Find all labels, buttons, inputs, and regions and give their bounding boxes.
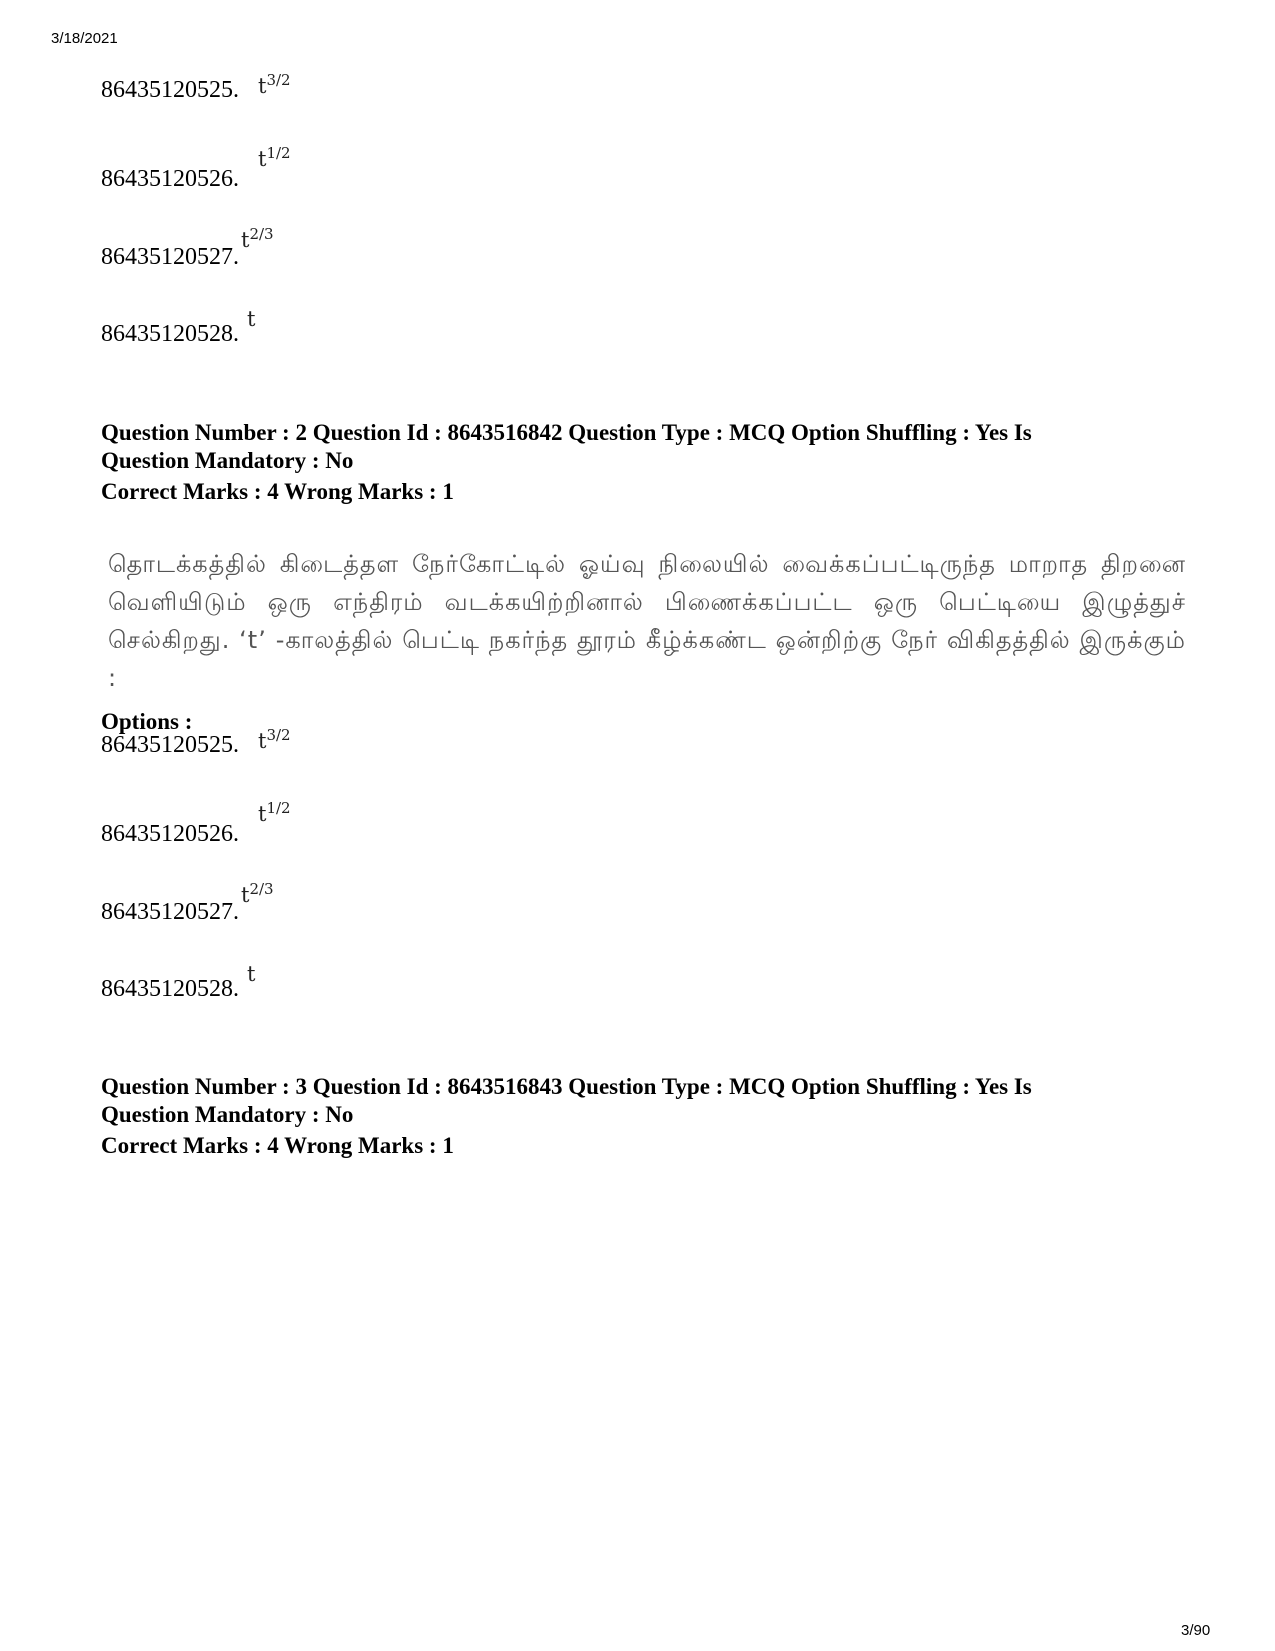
question-2-header-line2: Question Mandatory : No <box>101 448 354 473</box>
prev-option-2-id: 86435120526. <box>101 166 239 192</box>
prev-option-3-formula: $t^{2/3}$ <box>241 225 274 252</box>
q2-option-4-formula: t <box>247 962 256 986</box>
question-2-marks: Correct Marks : 4 Wrong Marks : 1 <box>101 479 454 504</box>
prev-option-1-formula: $t^{3/2}$ <box>258 71 291 98</box>
prev-option-3-id: 86435120527. <box>101 244 239 270</box>
q2-option-1-id: 86435120525. <box>101 732 239 758</box>
prev-option-4-id: 86435120528. <box>101 321 239 347</box>
q2-option-3-id: 86435120527. <box>101 899 239 925</box>
q2-option-2-id: 86435120526. <box>101 821 239 847</box>
question-2-header-line1: Question Number : 2 Question Id : 8643516842 Question Type : MCQ Option Shuffling : Yes Is <box>101 420 1032 445</box>
q2-option-1-formula: $t^{3/2}$ <box>258 726 291 753</box>
print-date: 3/18/2021 <box>51 30 118 47</box>
question-2-header <box>101 419 1161 475</box>
q2-option-2-formula: $t^{1/2}$ <box>258 799 291 826</box>
q2-option-3-formula: $t^{2/3}$ <box>241 880 274 907</box>
question-3-header <box>101 1073 1161 1129</box>
prev-option-2-formula: $t^{1/2}$ <box>258 144 291 171</box>
prev-option-1-id: 86435120525. <box>101 77 239 103</box>
prev-option-4-formula: t <box>247 307 256 331</box>
question-3-header-line1: Question Number : 3 Question Id : 8643516843 Question Type : MCQ Option Shuffling : Yes Is <box>101 1074 1032 1099</box>
question-3-header-line2: Question Mandatory : No <box>101 1102 354 1127</box>
question-2-options-label: Options : <box>101 709 193 734</box>
question-2-text: தொடக்கத்தில் கிடைத்தள நேர்கோட்டில் ஓய்வு நிலையில் வைக்கப்பட்டிருந்த மாறாத திறனை வெளியிடும் ஒரு எந்திரம் வடக்கயிற்றினால் பிணைக்கப்பட்ட ஒரு பெட்டியை இழுத்துச் செல்கிறது. ‘t’ -காலத்தில் பெட்டி நகர்ந்த தூரம் கீழ்க்கண்ட ஒன்றிற்கு நேர் விகிதத்தில் இருக்கும் : <box>108 550 1186 692</box>
q2-option-4-id: 86435120528. <box>101 976 239 1002</box>
question-3-marks: Correct Marks : 4 Wrong Marks : 1 <box>101 1133 454 1158</box>
page-number: 3/90 <box>1181 1622 1211 1639</box>
